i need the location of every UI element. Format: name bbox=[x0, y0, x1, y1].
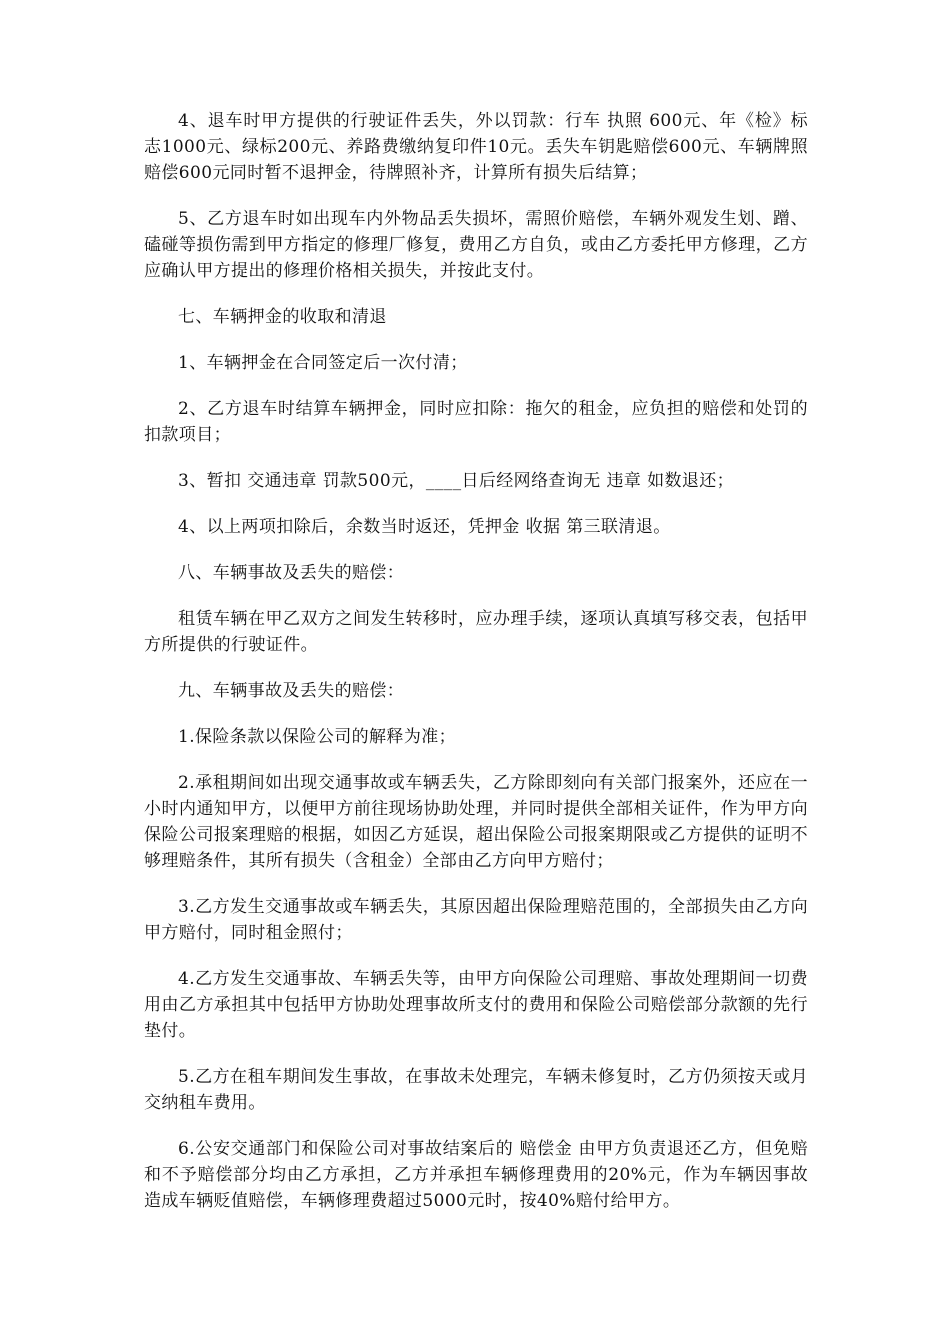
section-heading-accident-8: 八、车辆事故及丢失的赔偿： bbox=[178, 563, 405, 583]
paragraph-accident-reporting: 2.承租期间如出现交通事故或车辆丢失，乙方除即刻向有关部门报案外，还应在一小时内通知甲方，以便甲方前往现场协助处理，并同时提供全部相关证件，作为甲方向保险公司报案理赔的根据，如因乙方延误，超出保险公司报案期限或乙方提供的证明不够理赔条件，其所有损失（含租金）全部由乙方向甲方赔付； bbox=[144, 773, 808, 871]
paragraph-return-damage: 5、乙方退车时如出现车内外物品丢失损坏，需照价赔偿，车辆外观发生划、蹭、磕碰等损伤需到甲方指定的修理厂修复，费用乙方自负，或由乙方委托甲方修理，乙方应确认甲方提出的修理价格相关损失，并按此支付。 bbox=[144, 209, 808, 281]
paragraph-deposit-violation-hold: 3、暂扣 交通违章 罚款500元，____日后经网络查询无 违章 如数退还； bbox=[178, 471, 735, 491]
section-heading-accident-9: 九、车辆事故及丢失的赔偿： bbox=[178, 681, 405, 701]
paragraph-compensation-refund: 6.公安交通部门和保险公司对事故结案后的 赔偿金 由甲方负责退还乙方，但免赔和不予赔偿部分均由乙方承担，乙方并承担车辆修理费用的20%元，作为车辆因事故造成车辆贬值赔偿，车辆修理费超过5000元时，按40%赔付给甲方。 bbox=[144, 1139, 808, 1211]
document-body bbox=[144, 108, 808, 1234]
paragraph-deposit-payment: 1、车辆押金在合同签定后一次付清； bbox=[178, 353, 468, 373]
paragraph-deposit-refund: 4、以上两项扣除后，余数当时返还，凭押金 收据 第三联清退。 bbox=[178, 517, 671, 537]
paragraph-vehicle-transfer: 租赁车辆在甲乙双方之间发生转移时，应办理手续，逐项认真填写移交表，包括甲方所提供的行驶证件。 bbox=[144, 609, 808, 655]
paragraph-deposit-settlement: 2、乙方退车时结算车辆押金，同时应扣除：拖欠的租金，应负担的赔偿和处罚的扣款项目； bbox=[144, 399, 808, 445]
paragraph-claim-costs: 4.乙方发生交通事故、车辆丢失等，由甲方向保险公司理赔、事故处理期间一切费用由乙方承担其中包括甲方协助处理事故所支付的费用和保险公司赔偿部分款额的先行垫付。 bbox=[144, 969, 808, 1041]
paragraph-return-docs-lost: 4、退车时甲方提供的行驶证件丢失，外以罚款：行车 执照 600元、年《检》标志1000元、绿标200元、养路费缴纳复印件10元。丢失车钥匙赔偿600元、车辆牌照赔偿600元同时暂不退押金，待牌照补齐，计算所有损失后结算； bbox=[144, 111, 808, 183]
paragraph-rent-during-repair: 5.乙方在租车期间发生事故，在事故未处理完，车辆未修复时，乙方仍须按天或月交纳租车费用。 bbox=[144, 1067, 808, 1113]
paragraph-beyond-insurance: 3.乙方发生交通事故或车辆丢失，其原因超出保险理赔范围的，全部损失由乙方向甲方赔付，同时租金照付； bbox=[144, 897, 808, 943]
section-heading-deposit: 七、车辆押金的收取和清退 bbox=[178, 307, 387, 327]
paragraph-insurance-terms: 1.保险条款以保险公司的解释为准； bbox=[178, 727, 457, 747]
